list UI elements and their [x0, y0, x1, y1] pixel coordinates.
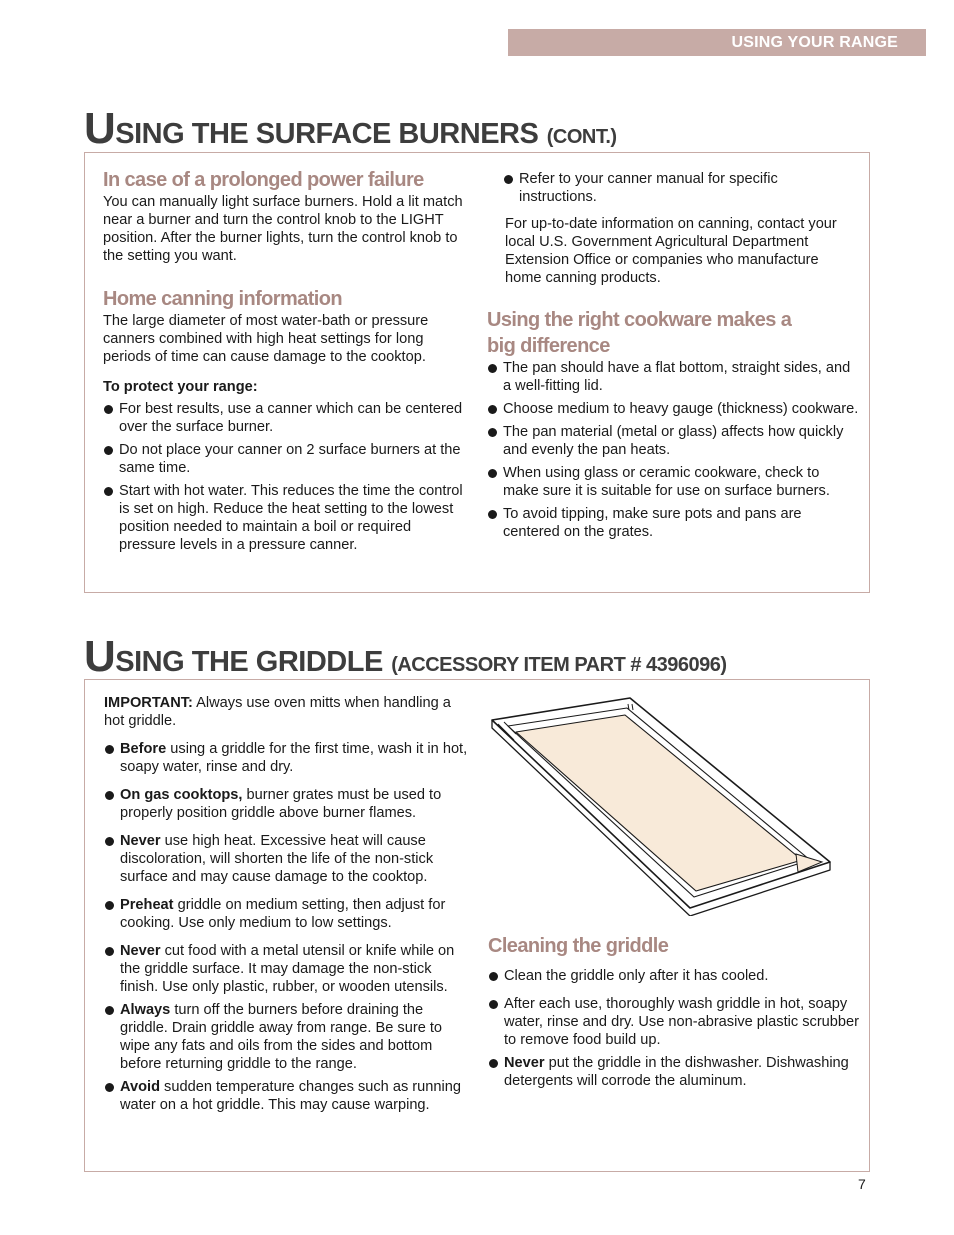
page-number: 7	[858, 1176, 866, 1192]
cookware-heading-line2: big difference	[487, 335, 610, 357]
section-header: USING YOUR RANGE	[508, 29, 926, 56]
canning-body: The large diameter of most water-bath or pressure canners combined with high heat settings for long periods of time can cause damage to the cooktop.	[103, 313, 429, 365]
list-item: Do not place your canner on 2 surface burners at the same time.	[103, 441, 465, 477]
list-item: Preheat griddle on medium setting, then adjust for cooking. Use only medium to low settings.	[104, 896, 468, 932]
important-text: Always use oven mitts when handling a hot griddle.	[104, 695, 451, 729]
canning-heading: Home canning information	[103, 288, 342, 310]
list-item: Refer to your canner manual for specific instructions.	[503, 170, 859, 206]
canning-list-continued	[487, 170, 859, 206]
griddle-illustration	[484, 694, 840, 916]
griddle-right-column	[488, 933, 860, 1090]
protect-label: To protect your range:	[103, 379, 258, 395]
title-suffix: (CONT.)	[546, 126, 617, 148]
list-item: When using glass or ceramic cookware, check to make sure it is suitable for use on surface burners.	[487, 464, 859, 500]
cookware-heading	[487, 307, 859, 359]
list-item: Choose medium to heavy gauge (thickness) cookware.	[487, 400, 859, 418]
title-initial: U	[84, 104, 116, 153]
list-item: For best results, use a canner which can be centered over the surface burner.	[103, 400, 465, 436]
important-label: IMPORTANT:	[104, 695, 193, 711]
canning-info: For up-to-date information on canning, contact your local U.S. Government Agricultural Department Extension Office or companies who manufacture home canning products.	[505, 216, 837, 286]
power-failure-body: You can manually light surface burners. Hold a lit match near a burner and turn the control knob to the LIGHT position. After the burner lights, turn the control knob to the setting you want.	[103, 194, 463, 264]
list-item: Never cut food with a metal utensil or knife while on the griddle surface. It may damage the non-stick finish. Use only plastic, rubber, or wooden utensils.	[104, 942, 468, 996]
griddle-list	[104, 740, 468, 1114]
list-item: On gas cooktops, burner grates must be used to properly position griddle above burner flames.	[104, 786, 468, 822]
title-suffix: (ACCESSORY ITEM PART # 4396096)	[391, 654, 727, 676]
canning-list	[103, 400, 465, 554]
power-failure-heading: In case of a prolonged power failure	[103, 169, 424, 191]
list-item: Before using a griddle for the first time, wash it in hot, soapy water, rinse and dry.	[104, 740, 468, 776]
surface-burners-left-column	[103, 167, 465, 554]
important-note	[104, 694, 468, 730]
cleaning-list	[488, 967, 860, 1090]
list-item: After each use, thoroughly wash griddle in hot, soapy water, rinse and dry. Use non-abrasive plastic scrubber to remove food build up.	[488, 995, 860, 1049]
list-item: To avoid tipping, make sure pots and pans are centered on the grates.	[487, 505, 859, 541]
list-item: The pan should have a flat bottom, straight sides, and a well-fitting lid.	[487, 359, 859, 395]
cookware-heading-line1: Using the right cookware makes a	[487, 309, 792, 331]
title-text: SING THE GRIDDLE	[115, 646, 383, 678]
title-text: SING THE SURFACE BURNERS	[115, 118, 539, 150]
griddle-left-column	[104, 694, 468, 1114]
list-item: Never use high heat. Excessive heat will cause discoloration, will shorten the life of the non-stick surface and may cause damage to the cooktop.	[104, 832, 468, 886]
list-item: Always turn off the burners before draining the griddle. Drain griddle away from range. Be sure to wipe any fats and oils from the sides and bottom before returning griddle to the range.	[104, 1001, 468, 1073]
title-initial: U	[84, 632, 116, 681]
list-item: The pan material (metal or glass) affects how quickly and evenly the pan heats.	[487, 423, 859, 459]
list-item: Clean the griddle only after it has cooled.	[488, 967, 860, 985]
surface-burners-right-column	[487, 170, 859, 541]
cookware-list	[487, 359, 859, 541]
page-title-surface-burners	[84, 104, 617, 154]
list-item: Never put the griddle in the dishwasher. Dishwashing detergents will corrode the aluminum.	[488, 1054, 860, 1090]
list-item: Start with hot water. This reduces the time the control is set on high. Reduce the heat setting to the lowest position needed to maintain a boil or required pressure levels in a pressure canner.	[103, 482, 465, 554]
cleaning-heading: Cleaning the griddle	[488, 935, 669, 957]
page-title-griddle	[84, 632, 727, 682]
list-item: Avoid sudden temperature changes such as running water on a hot griddle. This may cause warping.	[104, 1078, 468, 1114]
